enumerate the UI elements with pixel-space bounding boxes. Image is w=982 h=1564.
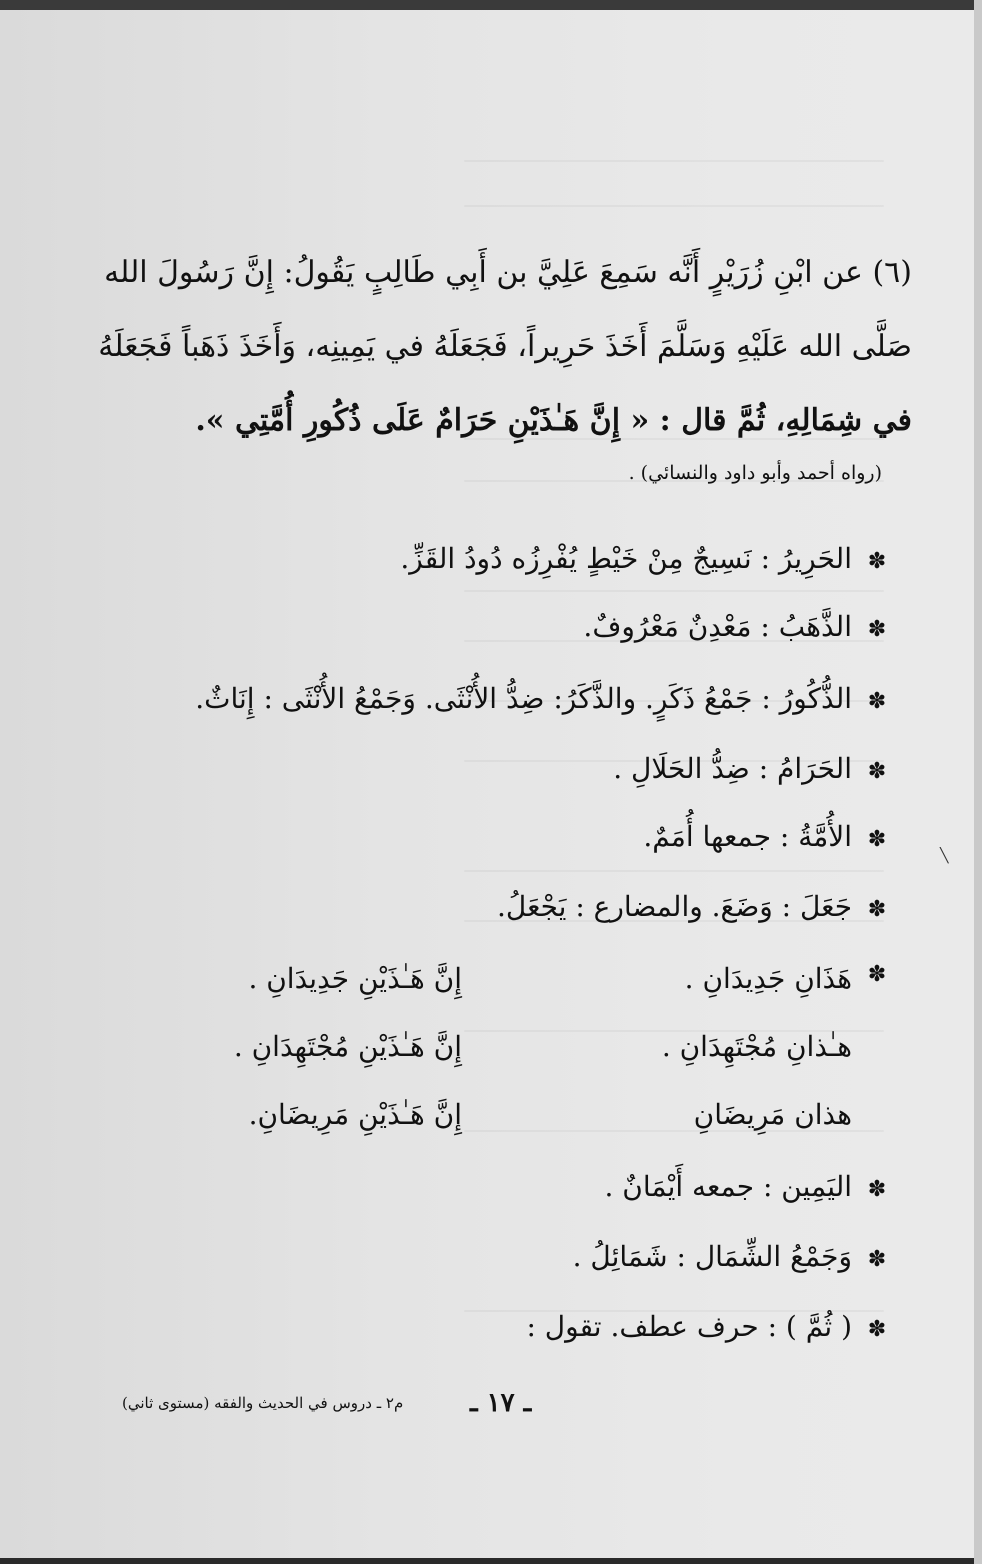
asterisk-icon: ✽ [867, 617, 887, 642]
page-number: ـ ١٧ ـ [470, 1388, 532, 1418]
footer-book-title: م٢ ـ دروس في الحديث والفقه (مستوى ثاني) [122, 1394, 404, 1412]
asterisk-icon: ✽ [867, 1317, 887, 1342]
asterisk-icon: ✽ [867, 549, 887, 574]
vocab-item-gold [583, 610, 894, 643]
vocab-text: الحَرَامُ : ضِدُّ الحَلَالِ . [613, 752, 852, 785]
page-footer [0, 1388, 974, 1428]
book-page [0, 10, 974, 1558]
asterisk-icon: ✽ [867, 962, 887, 987]
asterisk-icon: ✽ [867, 689, 887, 714]
example-right-3: هذان مَرِيضَانِ [693, 1098, 852, 1131]
vocab-item-males [195, 682, 894, 715]
bleed-through-line [464, 590, 884, 592]
vocab-item-jaala [497, 890, 894, 923]
asterisk-icon: ✽ [867, 897, 887, 922]
asterisk-icon: ✽ [867, 827, 887, 852]
examples-grid [72, 962, 852, 1162]
hadith-line-2: صَلَّى الله عَلَيْهِ وَسَلَّمَ أَخَذَ حَرِيراً، فَجَعَلَهُ في يَمِينِه، وَأَخَذَ ذَهَباً فَجَعَلَهُ [98, 329, 912, 364]
hadith-line-3: في شِمَالِهِ، ثُمَّ قال : « إِنَّ هَـٰذَيْنِ حَرَامٌ عَلَى ذُكُورِ أُمَّتِي ». [195, 403, 912, 438]
vocab-item-thumma [526, 1310, 894, 1343]
vocab-text: جَعَلَ : وَضَعَ. والمضارع : يَجْعَلُ. [496, 890, 852, 923]
vocab-text: اليَمِين : جمعه أَيْمَانٌ . [604, 1170, 852, 1203]
bleed-through-line [464, 160, 884, 162]
vocab-text: وَجَمْعُ الشِّمَال : شَمَائِلُ . [572, 1240, 852, 1273]
asterisk-icon: ✽ [867, 759, 887, 784]
vocab-text: الأُمَّةُ : جمعها أُمَمٌ. [643, 820, 852, 853]
examples-star-row [852, 962, 894, 987]
example-left-1: إِنَّ هَـٰذَيْنِ جَدِيدَانِ . [248, 962, 462, 995]
asterisk-icon: ✽ [867, 1177, 887, 1202]
example-left-3: إِنَّ هَـٰذَيْنِ مَرِيضَانِ. [248, 1098, 462, 1131]
vocab-text: ( ثُمَّ ) : حرف عطف. تقول : [526, 1310, 852, 1343]
vocab-item-haram [613, 752, 894, 785]
bleed-through-line [464, 205, 884, 207]
hadith-source: (رواه أحمد وأبو داود والنسائي) . [628, 462, 882, 484]
vocab-text: الذُّكُورُ : جَمْعُ ذَكَرٍ. والذَّكَرُ: ضِدُّ الأُنْثَى. وَجَمْعُ الأُنْثَى : إِنَاثٌ. [195, 682, 852, 715]
vocab-text: الحَرِيرُ : نَسِيجٌ مِنْ خَيْطٍ يُفْرِزُه دُودُ القَزِّ. [400, 542, 852, 575]
asterisk-icon: ✽ [867, 1247, 887, 1272]
scan-top-edge [0, 0, 982, 10]
stray-mark: ╲ [940, 848, 949, 864]
bleed-through-line [464, 870, 884, 872]
vocab-text: الذَّهَبُ : مَعْدِنٌ مَعْرُوفٌ. [583, 610, 852, 643]
hadith-line-1: (٦) عن ابْنِ زُرَيْرٍ أَنَّه سَمِعَ عَلِيَّ بن أَبِي طَالِبٍ يَقُولُ: إِنَّ رَسُولَ الله [104, 255, 912, 290]
vocab-item-ummah [643, 820, 894, 853]
scan-right-edge [974, 0, 982, 1564]
hadith-paragraph [92, 236, 912, 458]
example-right-1: هَذَانِ جَدِيدَانِ . [684, 962, 852, 995]
example-left-2: إِنَّ هَـٰذَيْنِ مُجْتَهِدَانِ . [233, 1030, 462, 1063]
example-right-2: هـٰذانِ مُجْتَهِدَانِ . [661, 1030, 852, 1063]
vocab-item-yamin [604, 1170, 894, 1203]
vocab-item-shimal [573, 1240, 894, 1273]
vocab-item-silk [400, 542, 894, 575]
